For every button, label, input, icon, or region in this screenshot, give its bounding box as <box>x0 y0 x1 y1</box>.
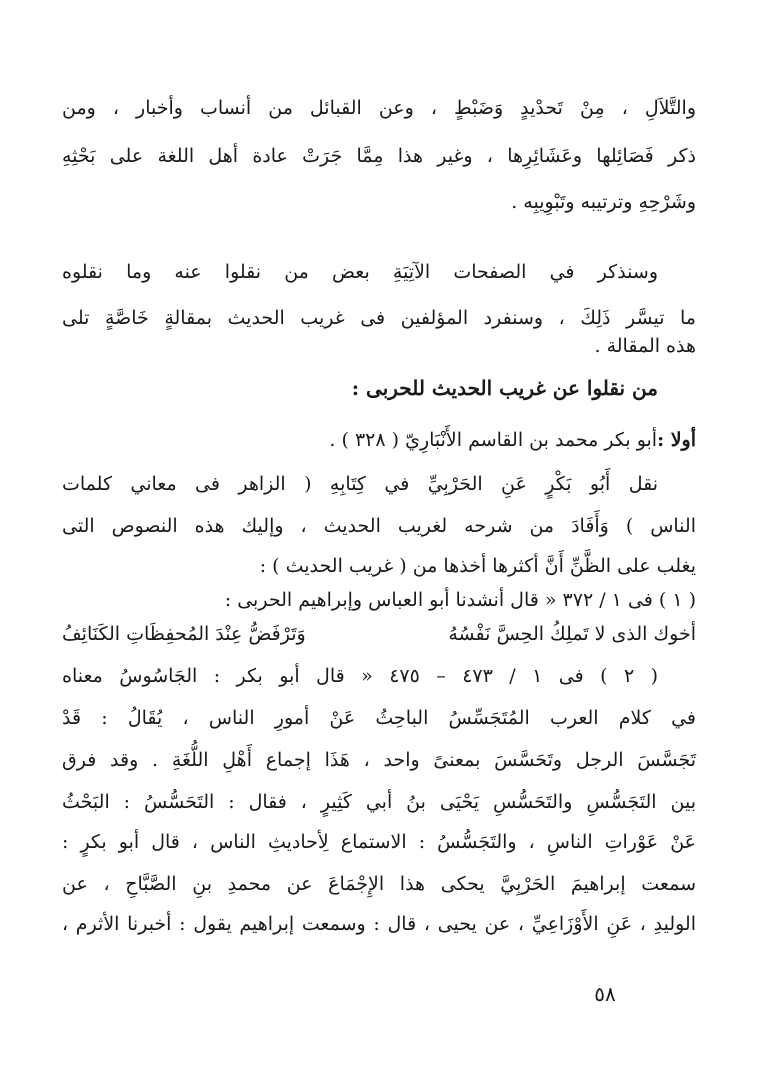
text-line: وشَرْحِهِ وترتيبه وتَبْوِيبِه . <box>511 191 696 213</box>
text-line: وسنذكر في الصفحات الآتِيَةِ بعض من نقلوا عنه وما نقلوه <box>62 261 658 283</box>
text-line: تَجَسَّسَ الرجل وتَحَسَّسَ بمعنىً واحد ، هَذَا إجماع أَهْلِ اللُّغَةِ . وقد فرق <box>62 749 696 771</box>
text-line: ذكر فَصَائِلها وعَشَائِرِها ، وغير هذا مِمَّا جَرَتْ عادة أهل اللغة على بَحْثِهِ <box>62 145 696 167</box>
first-item-text: أبو بكر محمد بن القاسم الأَنْبَارِيّ ( ٣٢٨ ) . <box>329 429 658 451</box>
text-line: والتَّلاَلِ ، مِنْ تَحدْيدٍ وَضَبْطٍ ، وعن القبائل من أنساب وأخبار ، ومن <box>62 97 696 119</box>
section-heading: من نقلوا عن غريب الحديث للحربى : <box>351 376 658 400</box>
text-line: يغلب على الظَّنِّ أَنَّ أكثرها أخذها من ( غريب الحديث ) : <box>259 555 696 577</box>
text-line: هذه المقالة . <box>594 335 696 357</box>
first-item-line <box>62 420 696 460</box>
text-line: عَنْ عَوْراتِ الناسِ ، والتَجَسُّسُ : الاستماع لِأحاديثِ الناس ، قال أبو بكرٍ : <box>62 831 696 853</box>
text-line: ما تيسَّر ذَلِكَ ، وسنفرد المؤلفين فى غريب الحديث بمقالةٍ خَاصَّةٍ تلى <box>62 307 696 329</box>
text-line: ( ٢ ) فى ١ / ٤٧٣ – ٤٧٥ « قال أبو بكر : الجَاسُوسُ معناه <box>62 665 658 687</box>
first-item-label: أولا : <box>657 429 696 451</box>
text-line: نقل أَبُو بَكْرٍ عَنِ الحَرْبِيِّ في كِتَابِهِ ( الزاهر فى معاني كلمات <box>62 473 658 495</box>
verse-hemistich-right: أخوك الذى لا تَملِكُ الحِسَّ نَفْسُهُ <box>448 623 696 645</box>
text-line: سمعت إبراهيمَ الحَرْبِيَّ يحكى هذا الإِجْمَاعَ عن محمدِ بنِ الصَّبَّاحِ ، عن <box>62 873 696 895</box>
poem-verse <box>62 614 696 654</box>
text-line: بين التَجَسُّسِ والتَحَسُّسِ يَحْيَى بنُ أبي كَثِيرٍ ، فقال : التَحَسُّسُ : البَحْثُ <box>62 791 696 813</box>
page-number: ٥٨ <box>594 982 616 1006</box>
text-line: الناس ) وَأَفَادَ من شرحه لغريب الحديث ، وإليك هذه النصوص التى <box>62 515 696 537</box>
page-body <box>62 0 696 1083</box>
verse-hemistich-left: وَتَرْفَضُّ عِنْدَ المُحفِظَاتِ الكَنَائِفُ <box>62 623 306 645</box>
quote-ref: ( ١ ) فى ١ / ٣٧٢ « قال أنشدنا أبو العباس وإبراهيم الحربى : <box>224 589 696 611</box>
text-line: في كلام العرب المُتَجَسِّسُ الباحِثُ عَنْ أمورِ الناس ، يُقَالُ : قَدْ <box>62 707 696 729</box>
text-line: الوليدِ ، عَنِ الأَوْزَاعِيِّ ، عن يحيى ، قال : وسمعت إبراهيم يقول : أخبرنا الأثرم ، <box>62 913 696 935</box>
